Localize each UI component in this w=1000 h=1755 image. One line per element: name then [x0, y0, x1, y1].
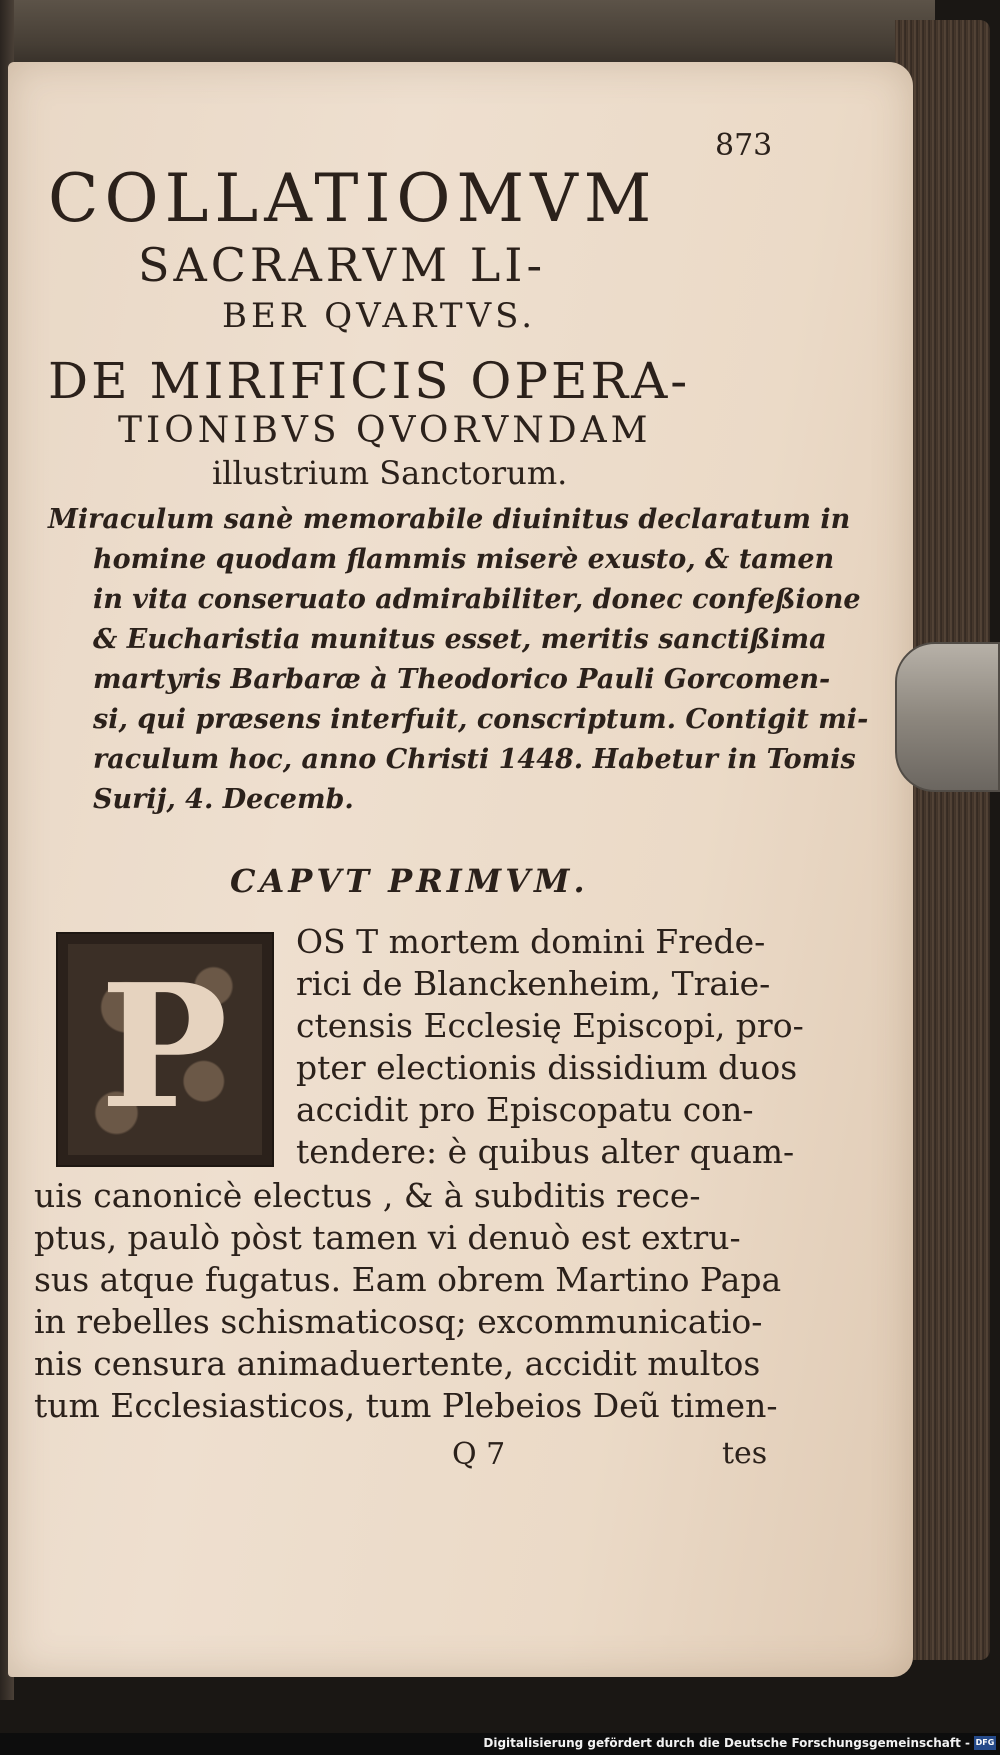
title-line-6: illustrium Sanctorum. [212, 454, 568, 492]
initial-letter: P [100, 947, 228, 1147]
body-line: rici de Blanckenheim, Traie- [296, 964, 771, 1003]
summary-line: martyris Barbaræ à Theodorico Pauli Gorcomen- [93, 664, 831, 695]
body-line: tendere: è quibus alter quam- [296, 1132, 795, 1171]
summary-line: homine quodam flammis miserè exusto, & tamen [93, 544, 835, 575]
body-line: uis canonicè electus , & à subditis rece- [34, 1176, 701, 1215]
title-line-2: SACRARVM LI- [138, 238, 546, 292]
page-number: 873 [715, 128, 773, 163]
summary-line: Miraculum sanè memorabile diuinitus declaratum in [48, 504, 851, 535]
body-line: tum Ecclesiasticos, tum Plebeios Deũ timen- [34, 1386, 778, 1425]
summary-line: Surij, 4. Decemb. [93, 784, 354, 815]
body-line: nis censura animaduertente, accidit multos [34, 1344, 761, 1383]
summary-line: si, qui præsens interfuit, conscriptum. Contigit mi- [93, 704, 869, 735]
body-line: OS T mortem domini Frede- [296, 922, 766, 961]
body-line: pter electionis dissidium duos [296, 1048, 798, 1087]
summary-line: in vita conseruato admirabiliter, donec confeßione [93, 584, 861, 615]
body-line: accidit pro Episcopatu con- [296, 1090, 754, 1129]
dfg-logo-icon: DFG [974, 1736, 996, 1750]
signature-mark: Q 7 [452, 1437, 506, 1472]
summary-line: raculum hoc, anno Christi 1448. Habetur in Tomis [93, 744, 856, 775]
chapter-heading: CAPVT PRIMVM. [230, 862, 589, 900]
summary-line: & Eucharistia munitus esset, meritis sanctißima [93, 624, 827, 655]
title-line-3: BER QVARTVS. [222, 296, 537, 336]
body-line: in rebelles schismaticosq; excommunicatio- [34, 1302, 763, 1341]
body-line: sus atque fugatus. Eam obrem Martino Papa [34, 1260, 782, 1299]
title-line-5: TIONIBVS QVORVNDAM [118, 410, 652, 451]
digitization-credit: Digitalisierung gefördert durch die Deutsche Forschungsgemeinschaft - [483, 1736, 970, 1750]
title-line-1: COLLATIOMVM [48, 160, 658, 237]
body-line: ptus, paulò pòst tamen vi denuò est extru- [34, 1218, 741, 1257]
title-line-4: DE MIRIFICIS OPERA- [48, 352, 691, 410]
chapter-summary [48, 500, 869, 820]
body-line: ctensis Ecclesię Episcopi, pro- [296, 1006, 804, 1045]
decorated-initial [56, 932, 274, 1167]
catchword: tes [722, 1436, 768, 1471]
